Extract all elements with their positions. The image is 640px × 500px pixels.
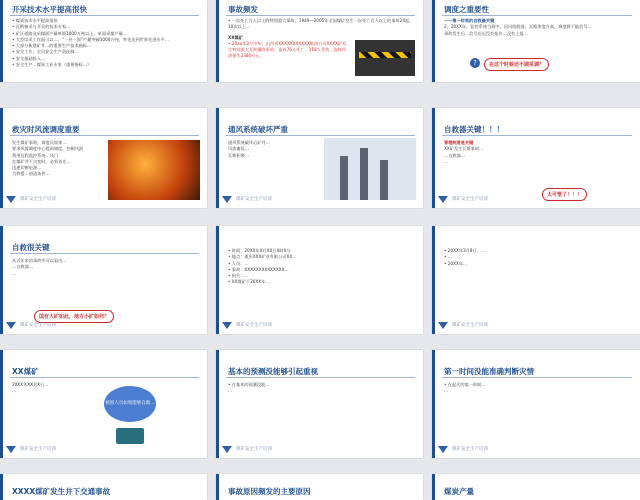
footer-text: 煤矿安全生产培训 <box>452 447 488 452</box>
title-rule <box>10 15 199 16</box>
bullet: • 20XX年3月8日，… <box>444 248 486 253</box>
footer-text: 煤矿安全生产培训 <box>452 197 488 202</box>
footer-triangle-icon <box>6 196 16 203</box>
title-rule <box>226 15 415 16</box>
mine-cart-icon <box>116 428 144 444</box>
bullet: … <box>444 158 449 164</box>
slide-2[interactable] <box>216 0 423 82</box>
title-rule <box>442 15 632 16</box>
title-rule <box>10 135 199 136</box>
slide-10[interactable] <box>0 350 207 458</box>
subheading: XX煤矿 <box>228 34 243 40</box>
slide-title: 基本的预测没能够引起重视 <box>228 367 318 376</box>
slide-11[interactable] <box>216 350 423 458</box>
slide-accent-bar <box>0 474 3 500</box>
hazard-stripes <box>359 52 411 58</box>
slide-footer <box>216 444 423 458</box>
slide-footer <box>0 444 207 458</box>
bullet: 2、20XX年，监控系统当班中，因风筒脱落，瓦斯浓度升高，调度将不能信号… <box>444 24 592 30</box>
slide-accent-bar <box>432 350 435 458</box>
slide-title: 事故频发 <box>228 5 258 14</box>
footer-triangle-icon <box>222 196 232 203</box>
bullet: • 安全工作，全员安全生产责任制… <box>12 49 79 55</box>
bullet: • 20XX年… <box>444 260 468 266</box>
slide-accent-bar <box>432 0 435 82</box>
bullet: • 在基本的预测没能… <box>228 382 270 387</box>
slide-footer <box>432 320 640 334</box>
slide-5[interactable] <box>216 108 423 208</box>
footer-triangle-icon <box>6 322 16 329</box>
slide-footer <box>432 194 640 208</box>
slide-accent-bar <box>216 474 219 500</box>
question-icon: ? <box>470 58 480 68</box>
footer-text: 煤矿安全生产培训 <box>236 323 272 328</box>
bullet: 20XX年XX月X日… <box>12 382 49 387</box>
slide-1[interactable] <box>0 0 207 82</box>
bullet: 迅速切断电源… <box>12 165 42 171</box>
bullet: • 20xx年3月中旬，山西省XXXXXXXXXXX集团公司XXXX矿发生特别重大瓦斯爆炸事故，造成76人死亡，118人受伤，直接经济损失2380万元。 <box>228 40 347 59</box>
bullet: 利用远程监控系统…风门 <box>12 152 59 158</box>
bullet: 为救援…创造条件… <box>12 171 50 177</box>
bullet: • 煤炭技术水平提高很快 <box>12 18 58 23</box>
title-rule <box>10 253 199 254</box>
title-rule <box>10 377 199 378</box>
footer-triangle-icon <box>6 446 16 453</box>
slide-accent-bar <box>0 350 3 458</box>
footer-triangle-icon <box>438 446 448 453</box>
title-rule <box>226 377 415 378</box>
question-callout: 在这个时候还不调采调？ <box>484 58 549 71</box>
slide-title: 通风系统破坏严重 <box>228 125 288 134</box>
bullet: …自救器… <box>12 264 33 270</box>
bullet: • 瓦斯抽采与开采的技术专家… <box>12 24 71 30</box>
footer-text: 煤矿安全生产培训 <box>236 447 272 452</box>
slide-footer <box>0 194 207 208</box>
title-rule <box>226 135 415 136</box>
slide-accent-bar <box>216 350 219 458</box>
bullet: … <box>12 388 17 394</box>
bullet: 要求风流调度中心提前调度，控制风流 <box>12 146 84 152</box>
bullet: 在煤矿井下灾变时，必须首先… <box>12 158 71 164</box>
bullet: • 人员：… <box>228 260 249 266</box>
bullet: • XX煤矿于20XX年… <box>228 279 270 285</box>
slide-4[interactable] <box>0 108 207 208</box>
slide-title: 第一时间没能准确判断灾情 <box>444 367 534 376</box>
slide-footer <box>432 444 640 458</box>
slide-9[interactable] <box>432 226 640 334</box>
slide-title: 事故原因频发的主要原因 <box>228 487 311 496</box>
bullet: 发生煤矿事故，调度员如果… <box>12 140 67 145</box>
slide-title: 煤炭产量 <box>444 487 474 496</box>
bullet: • 大部分新建矿井…的重要生产技术指标… <box>12 43 92 49</box>
slide-body <box>12 258 202 277</box>
bullet: 事故发生后…信号迟迟没有报告…没有上报… <box>444 30 528 36</box>
footer-triangle-icon <box>438 322 448 329</box>
slide-body <box>12 140 104 178</box>
firefighter-photo <box>108 140 200 200</box>
bullet: • 安全基础投入… <box>12 55 46 61</box>
bullet: • 大型综采工作面可以…。“一井一面”产量突破1000万吨，率先达到世界先进水平… <box>12 36 169 42</box>
slide-title: 救灾时风流调度重要 <box>12 125 80 134</box>
slide-8[interactable] <box>216 226 423 334</box>
slide-15[interactable] <box>432 474 640 500</box>
slide-7[interactable] <box>0 226 207 334</box>
footer-text: 煤矿安全生产培训 <box>20 197 56 202</box>
slide-accent-bar <box>216 226 219 334</box>
footer-text: 煤矿安全生产培训 <box>20 447 56 452</box>
highlight-callout: 国有大矿如此，地方小矿如何？ <box>34 310 114 323</box>
footer-text: 煤矿安全生产培训 <box>452 323 488 328</box>
factory-photo <box>324 138 416 200</box>
bullet: • 安全生产…煤炭工业专家（重要指标…） <box>12 62 92 68</box>
slide-12[interactable] <box>432 350 640 458</box>
slide-accent-bar <box>432 474 435 500</box>
slide-title: 自救很关键 <box>12 243 50 252</box>
bullet: • … <box>444 254 452 260</box>
slide-6[interactable] <box>432 108 640 208</box>
bullet: • 事故：XXXXXXXXXXXXXX… <box>228 266 289 272</box>
bullet: …自救器… <box>444 152 465 158</box>
slide-body <box>444 140 634 165</box>
footer-text: 煤矿安全生产培训 <box>236 197 272 202</box>
footer-text: 煤矿安全生产培训 <box>20 323 56 328</box>
bullet: • 矿区道路及采煤面产量单面1000万吨以上，单面采煤产量… <box>12 30 127 36</box>
slide-body <box>12 18 202 68</box>
bullet: … <box>12 270 17 276</box>
slide-body <box>228 248 418 286</box>
slide-3[interactable] <box>432 0 640 82</box>
slide-title: 开采技术水平提高很快 <box>12 5 87 14</box>
bullet: • 在起火的第一时间… <box>444 382 486 387</box>
bullet: • 时间：20XX年X月XX日X时X分 <box>228 248 291 253</box>
circle-callout: 被困人员如果能够自救… <box>104 386 156 422</box>
slide-14[interactable] <box>216 474 423 500</box>
slide-title: XX煤矿 <box>12 367 39 376</box>
footer-triangle-icon <box>222 446 232 453</box>
slide-accent-bar <box>0 226 3 334</box>
footer-triangle-icon <box>438 196 448 203</box>
slide-body <box>12 382 92 395</box>
slide-title: 自救器关键！！！ <box>444 125 504 134</box>
slide-accent-bar <box>216 108 219 208</box>
bullet: 从近年来的事故中可以看出… <box>12 258 67 263</box>
title-rule <box>442 135 632 136</box>
slide-accent-bar <box>432 108 435 208</box>
slide-body <box>228 382 418 395</box>
slide-body <box>444 248 634 267</box>
bullet: • 损失：… <box>228 273 249 279</box>
slide-accent-bar <box>0 0 3 82</box>
slide-13[interactable] <box>0 474 207 500</box>
title-rule <box>442 377 632 378</box>
hazard-photo <box>355 40 415 76</box>
bullet: 瓦斯积聚… <box>228 152 249 158</box>
callout: 太可惜了！！！ <box>542 188 587 201</box>
bullet: … <box>444 388 449 394</box>
bullet: • 一次死亡百人以上的特别重大事故，1949—2005年全国煤矿发生一次死亡百人以上的事故24起，10次以上… <box>228 18 414 30</box>
slide-footer <box>216 320 423 334</box>
subtitle: 管理制度是关键 <box>444 140 474 145</box>
slide-title: 调度之重要性 <box>444 5 489 14</box>
slide-footer <box>216 194 423 208</box>
slide-accent-bar <box>0 108 3 208</box>
slide-footer <box>0 320 207 334</box>
bullet: 通风系统破坏后矿井… <box>228 140 270 145</box>
slide-title: XXXX煤矿发生井下交通事故 <box>12 487 111 496</box>
slide-body <box>444 18 634 37</box>
footer-triangle-icon <box>222 322 232 329</box>
slide-accent-bar <box>216 0 219 82</box>
bullet: XX矿发生瓦斯事故… <box>444 146 484 152</box>
bullet: … <box>228 388 233 394</box>
subtitle: ——第一时间的自救最关键 <box>444 18 495 23</box>
slide-accent-bar <box>432 226 435 334</box>
slide-body <box>228 140 318 159</box>
slide-body <box>444 382 634 395</box>
bullet: 风流紊乱… <box>228 146 249 152</box>
bullet: • 地点：重庆XXX矿业有限公司XX… <box>228 254 297 260</box>
